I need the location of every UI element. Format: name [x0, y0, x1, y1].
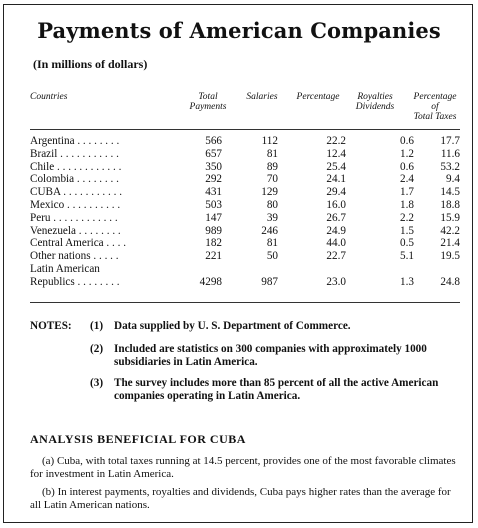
cell-percentage: 24.1	[326, 173, 346, 186]
table-row	[30, 237, 460, 250]
cell-total: 431	[205, 186, 222, 199]
cell-royalties: 1.2	[400, 147, 414, 160]
table-row	[30, 148, 460, 161]
table-row	[30, 135, 460, 148]
cell-percentage: 22.2	[326, 135, 346, 147]
note-item-3	[30, 377, 462, 403]
cell-percentage: 25.4	[326, 160, 346, 173]
cell-royalties	[360, 263, 424, 276]
cell-taxes: 42.2	[440, 224, 460, 237]
cell-percentage: 16.0	[326, 198, 346, 211]
cell-taxes: 9.4	[446, 173, 460, 186]
note-number: (1)	[90, 320, 104, 332]
cell-total: 350	[205, 160, 222, 173]
cell-taxes	[424, 263, 460, 276]
document-subtitle: (In millions of dollars)	[33, 57, 148, 71]
cell-royalties: 1.7	[400, 186, 414, 199]
cell-percentage: 12.4	[326, 147, 346, 160]
table-row	[30, 161, 460, 174]
header-royalties-line1: Royalties	[357, 92, 393, 102]
cell-country: Brazil . . . . . . . . . . .	[30, 147, 119, 160]
cell-total: 221	[205, 250, 222, 263]
cell-percentage: 24.9	[326, 224, 346, 237]
cell-royalties: 0.5	[400, 237, 414, 250]
cell-salaries: 987	[261, 275, 278, 288]
cell-royalties: 2.4	[400, 173, 414, 186]
cell-taxes: 53.2	[440, 160, 460, 173]
header-total-line1: Total	[198, 92, 218, 102]
cell-taxes: 18.8	[440, 198, 460, 211]
analysis-paragraph-a: (a) Cuba, with total taxes running at 14.5 percent, provides one of the most favorable climates for investment in Latin America.	[30, 455, 456, 480]
header-percentage-taxes	[404, 92, 466, 122]
cell-percentage: 23.0	[326, 275, 346, 288]
table-row	[30, 173, 460, 186]
note-text: The survey includes more than 85 percent of all the active American companies operating in Latin America.	[114, 377, 439, 402]
header-total-line2: Payments	[189, 102, 227, 112]
cell-taxes: 19.5	[440, 250, 460, 263]
cell-taxes: 17.7	[440, 135, 460, 147]
cell-country: CUBA . . . . . . . . . . .	[30, 186, 122, 199]
cell-salaries: 70	[266, 173, 278, 186]
cell-royalties: 2.2	[400, 211, 414, 224]
cell-royalties: 0.6	[400, 160, 414, 173]
cell-salaries: 246	[261, 224, 278, 237]
cell-percentage: 22.7	[326, 250, 346, 263]
cell-taxes: 21.4	[440, 237, 460, 250]
cell-taxes: 24.8	[440, 275, 460, 288]
cell-salaries: 50	[266, 250, 278, 263]
cell-royalties: 1.3	[400, 275, 414, 288]
cell-percentage	[286, 263, 360, 276]
cell-total: 503	[205, 198, 222, 211]
note-text: Included are statistics on 300 companies with approximately 1000 subsidiaries in Latin America.	[114, 343, 427, 368]
table-row	[30, 199, 460, 212]
table-row	[30, 263, 460, 276]
cell-taxes: 11.6	[440, 147, 460, 160]
table-row	[30, 250, 460, 263]
cell-country: Colombia . . . . . . . .	[30, 173, 119, 186]
cell-percentage: 44.0	[326, 237, 346, 250]
header-total-payments	[184, 92, 232, 112]
payments-table	[30, 135, 460, 289]
cell-salaries: 81	[266, 237, 278, 250]
cell-royalties: 0.6	[400, 135, 414, 147]
table-row	[30, 186, 460, 199]
cell-royalties: 1.5	[400, 224, 414, 237]
header-salaries: Salaries	[246, 92, 278, 102]
note-item-2	[30, 343, 462, 369]
cell-country: Chile . . . . . . . . . . . .	[30, 160, 122, 173]
header-royalties-line2: Dividends	[355, 102, 395, 112]
cell-country: Republics . . . . . . . .	[30, 275, 120, 288]
note-text: Data supplied by U. S. Department of Commerce.	[114, 320, 351, 332]
analysis-paragraph-b: (b) In interest payments, royalties and dividends, Cuba pays higher rates than the average for all Latin American nations.	[30, 486, 451, 511]
analysis-heading: ANALYSIS BENEFICIAL FOR CUBA	[30, 432, 246, 446]
cell-total: 4298	[199, 275, 222, 288]
table-bottom-rule	[30, 302, 460, 303]
cell-country: Venezuela . . . . . . . .	[30, 224, 121, 237]
cell-country: Central America . . . .	[30, 237, 126, 250]
cell-total: 566	[205, 135, 222, 147]
cell-total: 292	[205, 173, 222, 186]
cell-country: Argentina . . . . . . . .	[30, 135, 120, 147]
cell-country: Peru . . . . . . . . . . . .	[30, 211, 118, 224]
header-taxes-line2: of	[431, 102, 439, 112]
note-number: (2)	[90, 343, 104, 355]
cell-country: Latin American	[30, 262, 100, 275]
cell-total: 989	[205, 224, 222, 237]
cell-royalties: 5.1	[400, 250, 414, 263]
cell-salaries: 81	[266, 147, 278, 160]
cell-salaries	[228, 263, 286, 276]
note-number: (3)	[90, 377, 104, 389]
document-title: Payments of American Companies	[37, 18, 441, 43]
cell-salaries: 80	[266, 198, 278, 211]
cell-percentage: 29.4	[326, 186, 346, 199]
notes-section	[30, 320, 462, 409]
header-taxes-line1: Percentage	[413, 92, 457, 102]
cell-percentage: 26.7	[326, 211, 346, 224]
header-taxes-line3: Total Taxes	[413, 112, 457, 122]
header-royalties-dividends	[349, 92, 401, 112]
payments-table-body	[30, 135, 460, 289]
header-percentage: Percentage	[296, 92, 340, 102]
cell-total: 147	[205, 211, 222, 224]
header-countries: Countries	[30, 92, 68, 102]
cell-taxes: 14.5	[440, 186, 460, 199]
cell-country: Mexico . . . . . . . . . .	[30, 198, 121, 211]
table-top-rule	[30, 129, 460, 130]
cell-total: 657	[205, 147, 222, 160]
cell-salaries: 39	[266, 211, 278, 224]
cell-salaries: 112	[261, 135, 278, 147]
table-row	[30, 225, 460, 238]
table-row	[30, 212, 460, 225]
cell-taxes: 15.9	[440, 211, 460, 224]
cell-salaries: 129	[261, 186, 278, 199]
cell-total	[182, 263, 228, 276]
cell-total: 182	[205, 237, 222, 250]
table-row	[30, 276, 460, 289]
cell-royalties: 1.8	[400, 198, 414, 211]
cell-country: Other nations . . . . .	[30, 250, 119, 263]
cell-salaries: 89	[266, 160, 278, 173]
notes-label: NOTES:	[30, 320, 72, 332]
note-item-1	[30, 320, 462, 333]
